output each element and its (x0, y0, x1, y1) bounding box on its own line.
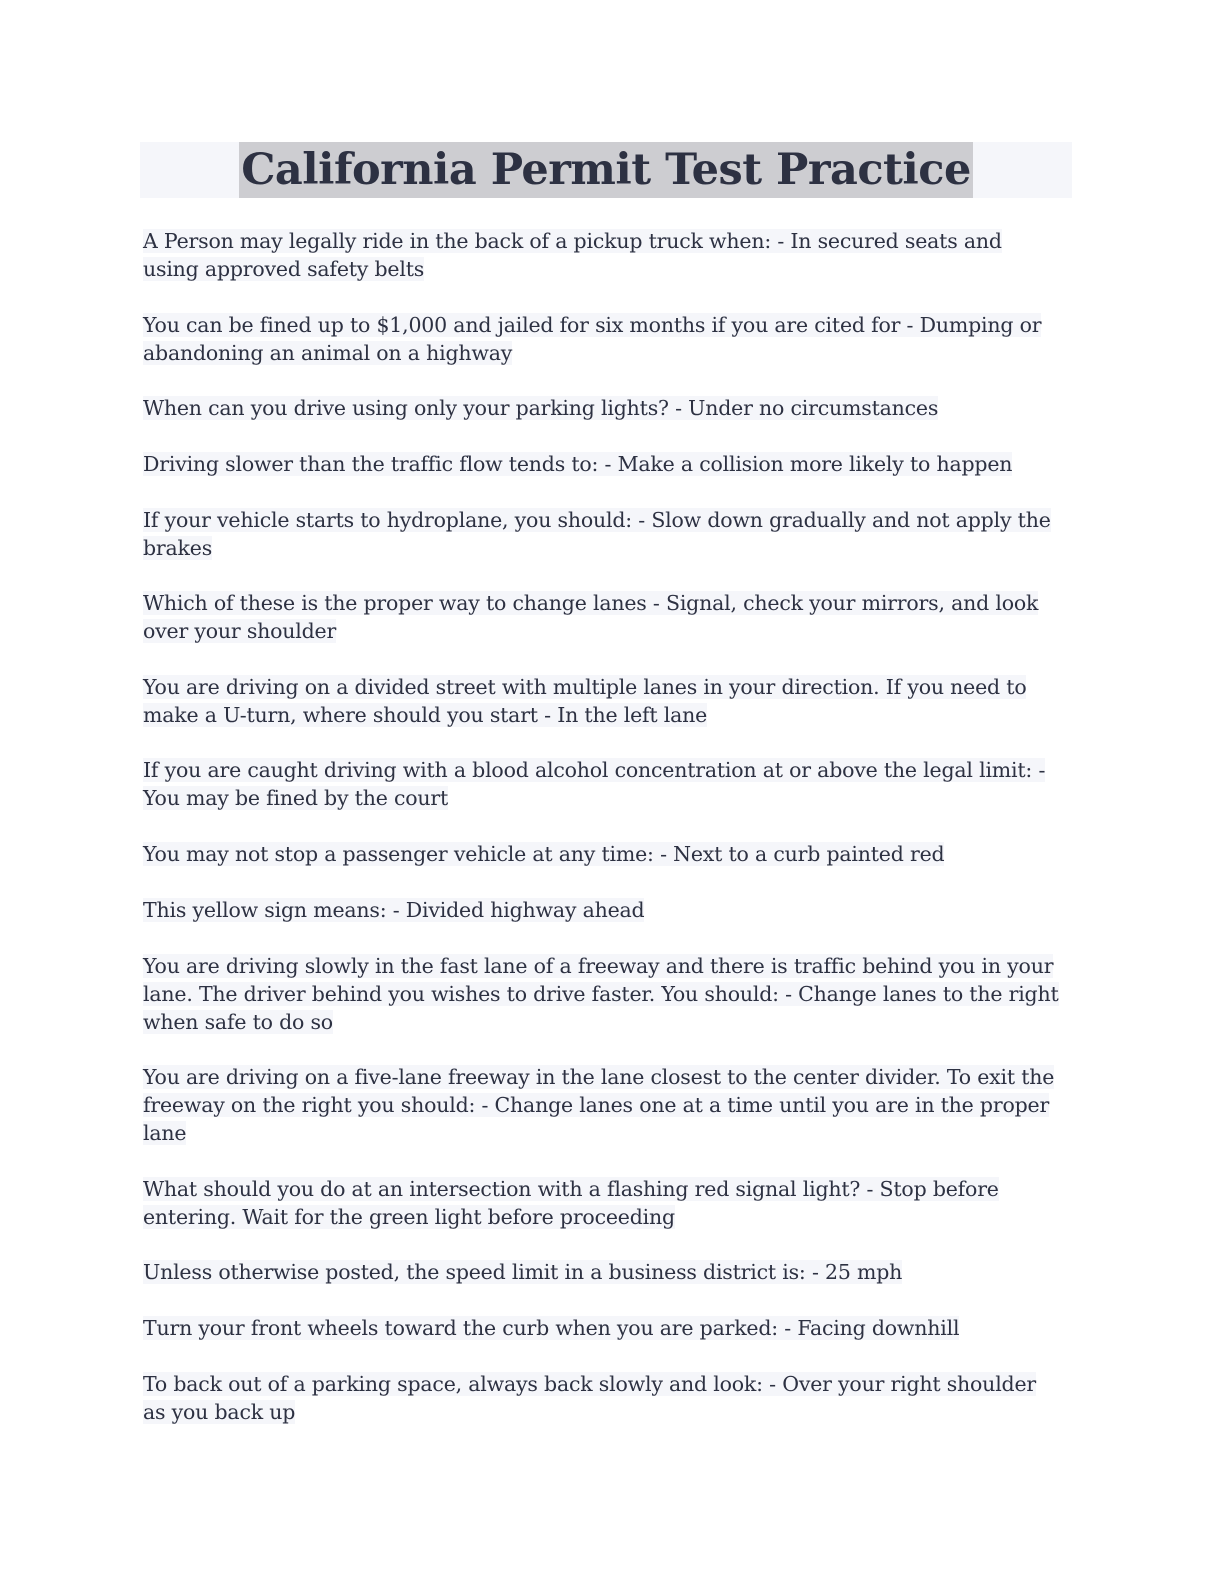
qa-item: You are driving on a divided street with multiple lanes in your direction. If you need to make a U-turn, where should you start - In the left lane (143, 675, 1027, 727)
qa-item: Which of these is the proper way to change lanes - Signal, check your mirrors, and look over your shoulder (143, 591, 1039, 643)
title-block (140, 142, 1072, 198)
qa-item: You can be fined up to $1,000 and jailed for six months if you are cited for - Dumping or abandoning an animal on a highway (143, 313, 1042, 365)
qa-item: You may not stop a passenger vehicle at any time: - Next to a curb painted red (143, 842, 945, 866)
qa-item: When can you drive using only your parking lights? - Under no circumstances (143, 396, 939, 420)
qa-item: Turn your front wheels toward the curb when you are parked: - Facing downhill (143, 1316, 960, 1340)
qa-item: Unless otherwise posted, the speed limit in a business district is: - 25 mph (143, 1260, 903, 1284)
qa-item: You are driving on a five-lane freeway in the lane closest to the center divider. To exit the freeway on the right you should: - Change lanes one at a time until you are in the proper lane (143, 1065, 1055, 1145)
qa-item: A Person may legally ride in the back of a pickup truck when: - In secured seats and using approved safety belts (143, 229, 1002, 281)
qa-item: This yellow sign means: - Divided highway ahead (143, 898, 645, 922)
qa-item: If you are caught driving with a blood alcohol concentration at or above the legal limit: - You may be fined by the court (143, 758, 1046, 810)
qa-item: To back out of a parking space, always back slowly and look: - Over your right shoulder as you back up (143, 1372, 1036, 1424)
qa-item: What should you do at an intersection with a flashing red signal light? - Stop before entering. Wait for the green light before proceeding (143, 1177, 999, 1229)
page-title: California Permit Test Practice (239, 142, 973, 198)
qa-item: You are driving slowly in the fast lane of a freeway and there is traffic behind you in your lane. The driver behind you wishes to drive faster. You should: - Change lanes to the right when safe to do so (143, 954, 1059, 1034)
qa-item: If your vehicle starts to hydroplane, you should: - Slow down gradually and not apply the brakes (143, 508, 1051, 560)
qa-item: Driving slower than the traffic flow tends to: - Make a collision more likely to happen (143, 452, 1013, 476)
